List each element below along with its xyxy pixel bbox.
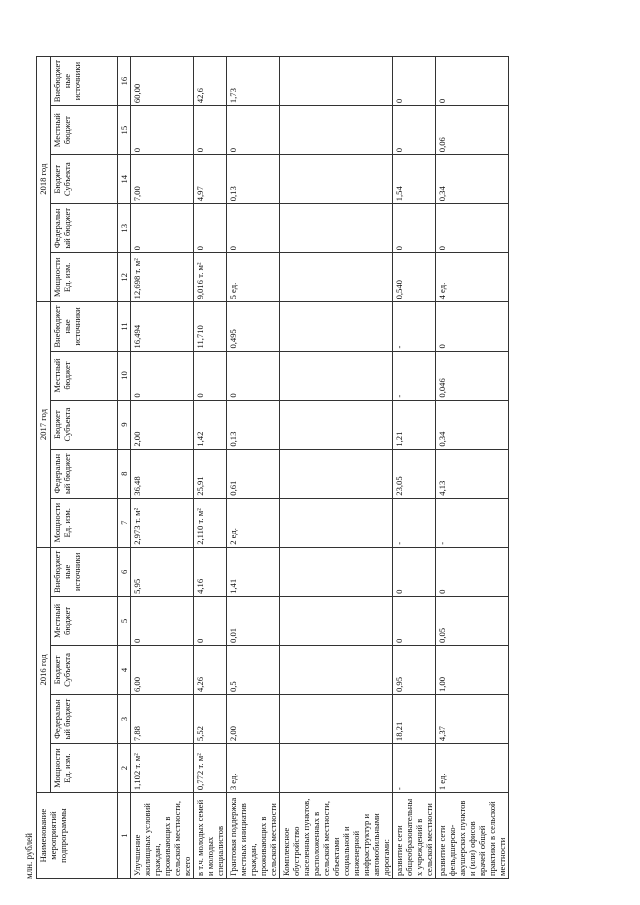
table-cell: 1,102 т. м² <box>131 744 194 793</box>
table-cell: - <box>393 498 436 547</box>
row-name: в т.ч. молодых семей и молодых специалистов <box>194 793 227 879</box>
table-cell <box>280 155 393 204</box>
table-cell: 0 <box>194 351 227 400</box>
row-name: развитие сети фельдшерско-акушерских пунктов и (или) офисов врачей общей практики в сельской местности <box>436 793 509 879</box>
table-cell: - <box>393 351 436 400</box>
table-cell: 2,973 т. м² <box>131 498 194 547</box>
column-number: 7 <box>118 498 131 547</box>
column-number: 8 <box>118 449 131 498</box>
table-cell: 0 <box>393 106 436 155</box>
table-cell: 1,42 <box>194 400 227 449</box>
table-cell: 0 <box>393 596 436 645</box>
table-cell <box>280 498 393 547</box>
table-cell <box>280 400 393 449</box>
table-cell: 0,61 <box>227 449 280 498</box>
table-cell: 0,01 <box>227 596 280 645</box>
table-cell: 0,13 <box>227 155 280 204</box>
table-cell: 0,495 <box>227 302 280 351</box>
table-cell: 0 <box>131 204 194 253</box>
table-cell: 0 <box>436 302 509 351</box>
table-cell: 0,5 <box>227 645 280 694</box>
table-cell: 1 ед. <box>436 744 509 793</box>
table-cell: - <box>393 302 436 351</box>
table-cell: 4 ед. <box>436 253 509 302</box>
table-cell: 4,26 <box>194 645 227 694</box>
table-cell: 0 <box>393 57 436 106</box>
column-header: Федеральный бюджет <box>51 695 118 744</box>
table-cell: 23,05 <box>393 449 436 498</box>
column-header: Внебюджетные источники <box>51 57 118 106</box>
table-cell: 36,48 <box>131 449 194 498</box>
column-header: Мощности Ед. изм. <box>51 498 118 547</box>
column-number: 10 <box>118 351 131 400</box>
table-cell <box>280 106 393 155</box>
table-row <box>131 57 194 879</box>
table-cell: 0,13 <box>227 400 280 449</box>
table-cell: 0,34 <box>436 400 509 449</box>
table-cell <box>280 253 393 302</box>
column-header: Бюджет Субъекта <box>51 645 118 694</box>
table-cell: 0,046 <box>436 351 509 400</box>
table-cell: 2,00 <box>227 695 280 744</box>
table-cell: 1,73 <box>227 57 280 106</box>
table-row <box>280 57 393 879</box>
column-header: Мощности Ед. изм. <box>51 253 118 302</box>
table-cell: 0 <box>131 596 194 645</box>
table-cell: 11,710 <box>194 302 227 351</box>
table-cell <box>280 695 393 744</box>
column-number: 2 <box>118 744 131 793</box>
table-cell <box>280 449 393 498</box>
table-cell: 60,00 <box>131 57 194 106</box>
column-number: 11 <box>118 302 131 351</box>
table-cell: 0,772 т. м² <box>194 744 227 793</box>
column-number: 14 <box>118 155 131 204</box>
table-row <box>436 57 509 879</box>
column-number: 9 <box>118 400 131 449</box>
table-cell: 0 <box>436 57 509 106</box>
table-cell: 0 <box>436 204 509 253</box>
table-cell: 5,52 <box>194 695 227 744</box>
table-cell: 0 <box>131 106 194 155</box>
table-cell: 0 <box>393 547 436 596</box>
table-cell: 9,016 т. м² <box>194 253 227 302</box>
table-cell: 16,494 <box>131 302 194 351</box>
budget-table <box>36 56 509 879</box>
table-cell: 0 <box>227 106 280 155</box>
table-cell: 1,00 <box>436 645 509 694</box>
column-header: Внебюджетные источники <box>51 302 118 351</box>
row-name: Грантовая поддержка местных инициатив граждан, проживающих в сельской местности <box>227 793 280 879</box>
table-cell: 0,05 <box>436 596 509 645</box>
table-cell: 4,97 <box>194 155 227 204</box>
row-name: Улучшение жилищных условий граждан, проживающих в сельской местности, всего <box>131 793 194 879</box>
column-header: Федеральный бюджет <box>51 449 118 498</box>
table-row <box>227 57 280 879</box>
table-cell: 0,06 <box>436 106 509 155</box>
column-header: Местный бюджет <box>51 106 118 155</box>
units-label: млн. рублей <box>24 833 34 879</box>
column-header: Бюджет Субъекта <box>51 155 118 204</box>
table-cell: 2,110 т. м² <box>194 498 227 547</box>
table-cell: 0 <box>436 547 509 596</box>
table-cell <box>280 596 393 645</box>
table-cell <box>280 547 393 596</box>
table-cell: 5,95 <box>131 547 194 596</box>
table-cell: 7,00 <box>131 155 194 204</box>
column-number: 12 <box>118 253 131 302</box>
year-header: 2017 год <box>37 302 51 547</box>
table-cell: 2,00 <box>131 400 194 449</box>
year-header: 2016 год <box>37 547 51 792</box>
table-row <box>393 57 436 879</box>
table-cell <box>280 204 393 253</box>
table-cell: 1,21 <box>393 400 436 449</box>
table-cell: 2 ед. <box>227 498 280 547</box>
row-name: Комплексное обустройство населенных пунктов, расположенных в сельской местности, объектами социальной и инженерной инфраструктур и автомобильными дорогами: <box>280 793 393 879</box>
table-cell: 5 ед. <box>227 253 280 302</box>
table-cell: 18,21 <box>393 695 436 744</box>
column-number: 5 <box>118 596 131 645</box>
table-cell <box>280 57 393 106</box>
table-cell: 25,91 <box>194 449 227 498</box>
column-header: Местный бюджет <box>51 596 118 645</box>
column-number: 4 <box>118 645 131 694</box>
column-header: Внебюджетные источники <box>51 547 118 596</box>
column-header: Мощности Ед. изм. <box>51 744 118 793</box>
table-cell: 0 <box>194 106 227 155</box>
table-cell: - <box>393 744 436 793</box>
column-number: 6 <box>118 547 131 596</box>
column-number: 13 <box>118 204 131 253</box>
table-cell: 1,41 <box>227 547 280 596</box>
table-cell: 12,698 т. м² <box>131 253 194 302</box>
row-name: развитие сети общеобразовательных учреждений в сельской местности <box>393 793 436 879</box>
table-cell: 4,13 <box>436 449 509 498</box>
table-cell: 0,95 <box>393 645 436 694</box>
table-cell <box>280 744 393 793</box>
table-cell: 0 <box>393 204 436 253</box>
table-cell <box>280 302 393 351</box>
table-cell: 0 <box>194 596 227 645</box>
table-cell: 0 <box>227 351 280 400</box>
table-cell: 7,88 <box>131 695 194 744</box>
table-cell: 0,34 <box>436 155 509 204</box>
table-cell <box>280 351 393 400</box>
column-number: 3 <box>118 695 131 744</box>
table-cell: 42,6 <box>194 57 227 106</box>
table-row <box>194 57 227 879</box>
table-cell: 6,00 <box>131 645 194 694</box>
column-number: 15 <box>118 106 131 155</box>
table-cell: - <box>436 498 509 547</box>
column-number: 1 <box>118 793 131 879</box>
table-cell: 4,37 <box>436 695 509 744</box>
column-header: Федеральный бюджет <box>51 204 118 253</box>
year-header: 2018 год <box>37 57 51 302</box>
table-cell: 0 <box>227 204 280 253</box>
table-cell: 3 ед. <box>227 744 280 793</box>
column-number: 16 <box>118 57 131 106</box>
table-cell: 1,54 <box>393 155 436 204</box>
table-cell: 0 <box>194 204 227 253</box>
column-header: Бюджет Субъекта <box>51 400 118 449</box>
table-cell: 0 <box>131 351 194 400</box>
table-cell: 4,16 <box>194 547 227 596</box>
table-cell <box>280 645 393 694</box>
table-cell: 0,540 <box>393 253 436 302</box>
column-header: Местный бюджет <box>51 351 118 400</box>
header-name-cell: Наименование мероприятий подпрограммы <box>37 793 118 879</box>
